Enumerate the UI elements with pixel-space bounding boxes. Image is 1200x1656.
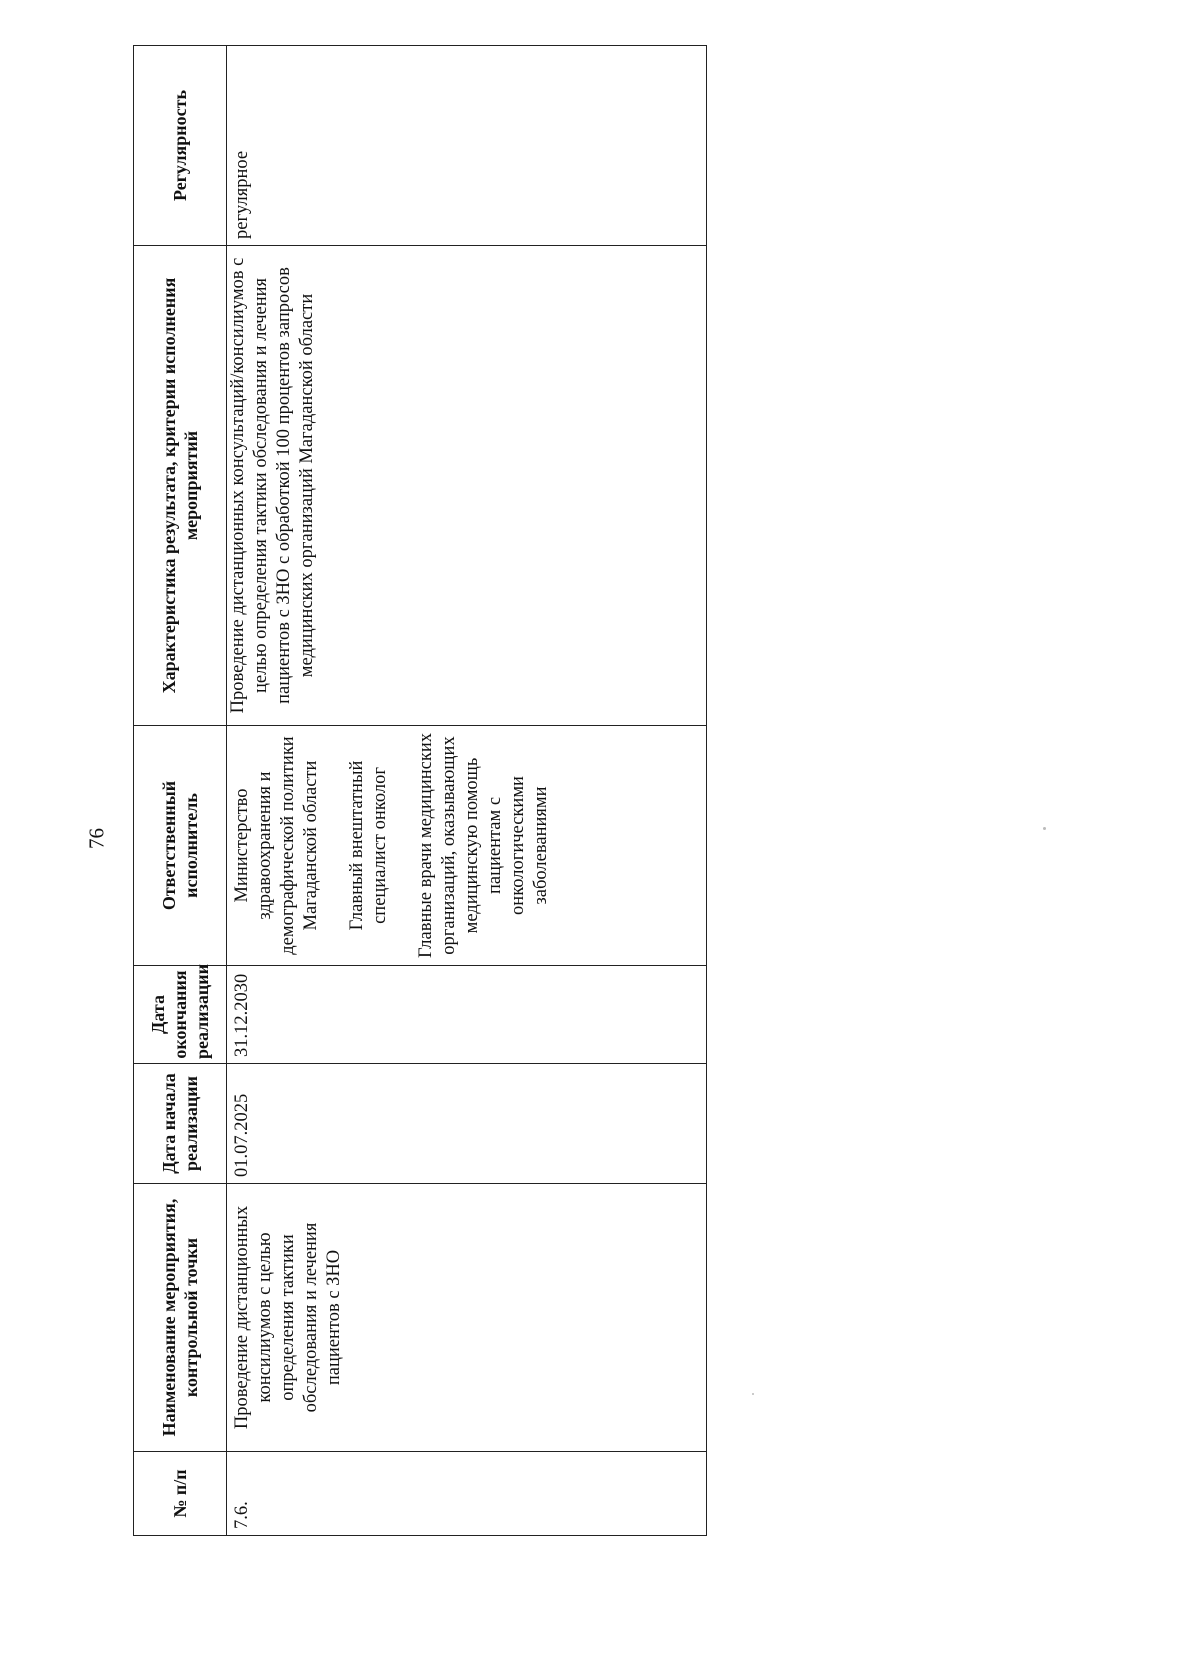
header-regularity: Регулярность	[134, 46, 227, 246]
cell-regularity: регулярное	[227, 46, 707, 246]
responsible-chief-oncologist: Главный внештатный специалист онколог	[347, 760, 390, 931]
cell-responsible	[227, 726, 707, 966]
header-responsible: Ответственный исполнитель	[134, 726, 227, 966]
table-header	[134, 46, 227, 1536]
responsible-chief-doctors: Главные врачи медицинских организаций, оказывающих медицинскую помощь пациентам с онкологическими заболеваниями	[416, 733, 551, 958]
cell-start-date: 01.07.2025	[227, 1064, 707, 1184]
table-row	[227, 46, 707, 1536]
header-characteristic: Характеристика результата, критерии исполнения мероприятий	[134, 246, 227, 726]
cell-name: Проведение дистанционных консилиумов с целью определения тактики обследования и лечения пациентов с ЗНО	[227, 1184, 707, 1452]
header-name: Наименование мероприятия, контрольной точки	[134, 1184, 227, 1452]
responsible-ministry: Министерство здравоохранения и демографической политики Магаданской области	[232, 736, 321, 955]
page-number: 76	[84, 828, 109, 849]
activities-table	[133, 45, 707, 1536]
table-rotator	[133, 46, 707, 1536]
header-end-date: Дата окончания реализации	[134, 966, 227, 1064]
cell-end-date: 31.12.2030	[227, 966, 707, 1064]
scan-speck	[1043, 827, 1046, 830]
cell-num: 7.6.	[227, 1452, 707, 1536]
scan-speck	[752, 1393, 754, 1395]
header-start-date: Дата начала реализации	[134, 1064, 227, 1184]
cell-characteristic: Проведение дистанционных консультаций/консилиумов с целью определения тактики обследования и лечения пациентов с ЗНО с обработкой 100 процентов запросов медицинских организаций Магаданской области	[227, 246, 707, 726]
header-num: № п/п	[134, 1452, 227, 1536]
